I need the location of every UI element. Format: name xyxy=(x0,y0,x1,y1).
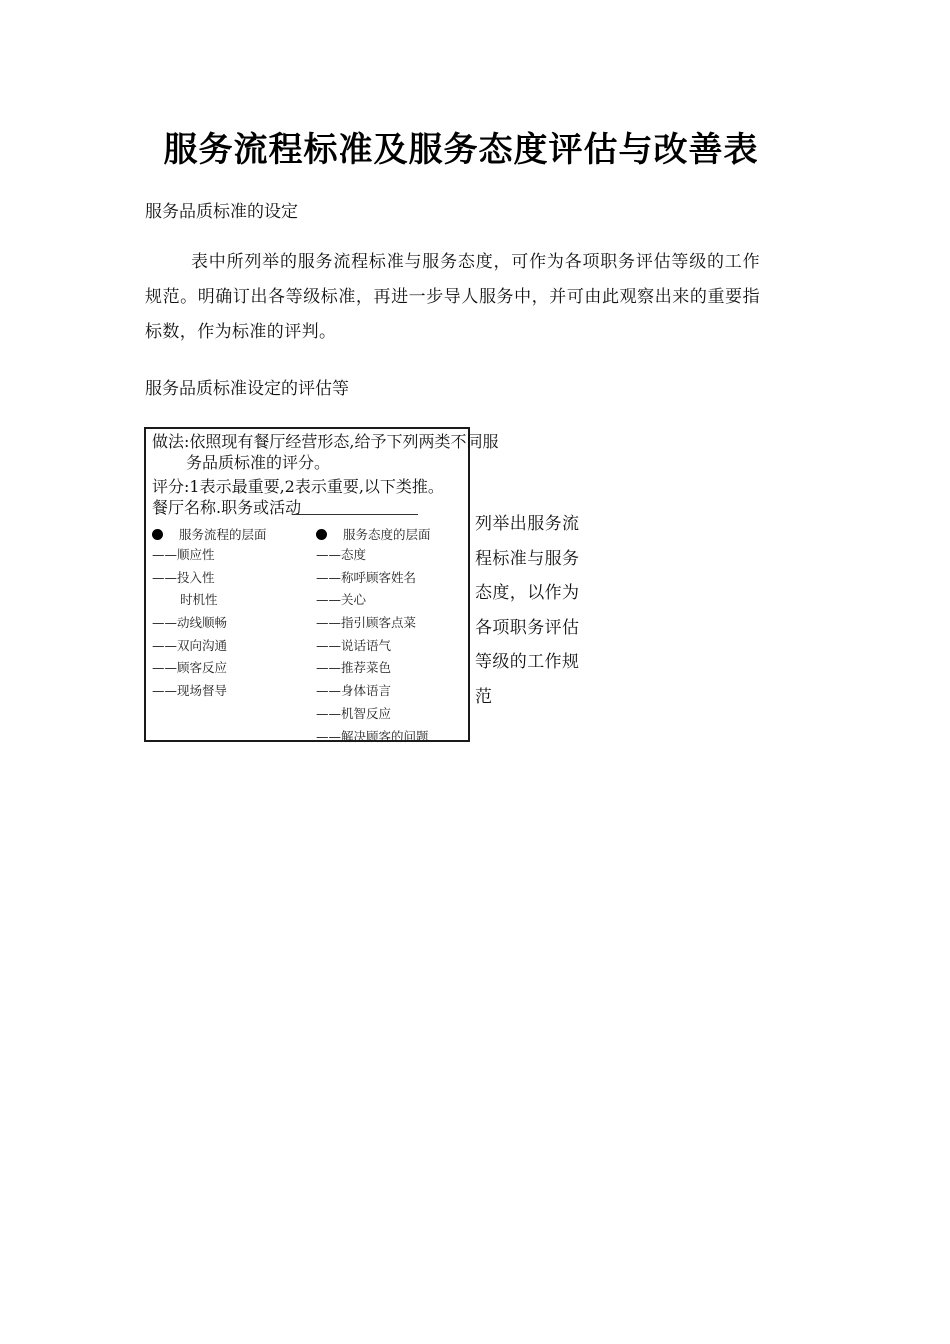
attitude-item: ——指引顾客点菜 xyxy=(316,615,417,631)
intro-paragraph: 表中所列举的服务流程标准与服务态度，可作为各项职务评估等级的工作规范。明确订出各等级标准，再进一步导人服务中，并可由此观察出来的重要指标数，作为标准的评判。 xyxy=(145,252,760,342)
side-note: 列举出服务流程标准与服务态度，以作为各项职务评估等级的工作规范 xyxy=(475,514,580,707)
attitude-item: ——机智反应 xyxy=(316,705,392,721)
process-item: ——动线顺畅 xyxy=(152,615,228,631)
attitude-item: ——说话语气 xyxy=(316,637,392,653)
process-header xyxy=(152,524,267,544)
process-item: ——现场督导 xyxy=(152,683,228,699)
attitude-column xyxy=(316,524,431,748)
page-title: 服务流程标准及服务态度评估与改善表 xyxy=(163,130,759,170)
process-item: 时机性 xyxy=(180,592,218,608)
bullet-icon xyxy=(316,529,327,540)
bullet-icon xyxy=(152,529,163,540)
form-name-blank xyxy=(292,514,418,515)
form-method-line2: 务品质标准的评分。 xyxy=(186,453,331,472)
form-method-line1: 做法:依照现有餐厅经营形态,给予下列两类不同服 xyxy=(152,432,499,451)
process-item: ——顺应性 xyxy=(152,547,215,562)
process-header-label: 服务流程的层面 xyxy=(179,527,267,542)
section-heading-standard-setting: 服务品质标准的设定 xyxy=(145,202,298,222)
attitude-item: ——解决顾客的问题 xyxy=(316,728,429,744)
attitude-item: ——关心 xyxy=(316,592,367,608)
attitude-item: ——推荐菜色 xyxy=(316,660,392,676)
attitude-item: ——身体语言 xyxy=(316,683,392,699)
attitude-item: ——称呼顾客姓名 xyxy=(316,569,417,585)
process-item: ——投入性 xyxy=(152,569,215,585)
attitude-header-label: 服务态度的层面 xyxy=(343,527,431,542)
section-heading-evaluation: 服务品质标准设定的评估等 xyxy=(145,379,349,399)
attitude-header xyxy=(316,524,431,544)
form-name-label: 餐厅名称.职务或活动 xyxy=(152,498,302,517)
process-item: ——顾客反应 xyxy=(152,660,228,676)
attitude-item: ——态度 xyxy=(316,547,367,562)
process-item: ——双向沟通 xyxy=(152,637,228,653)
form-scoring-line: 评分:1表示最重要,2表示重要,以下类推。 xyxy=(152,477,444,496)
process-column xyxy=(152,524,267,703)
